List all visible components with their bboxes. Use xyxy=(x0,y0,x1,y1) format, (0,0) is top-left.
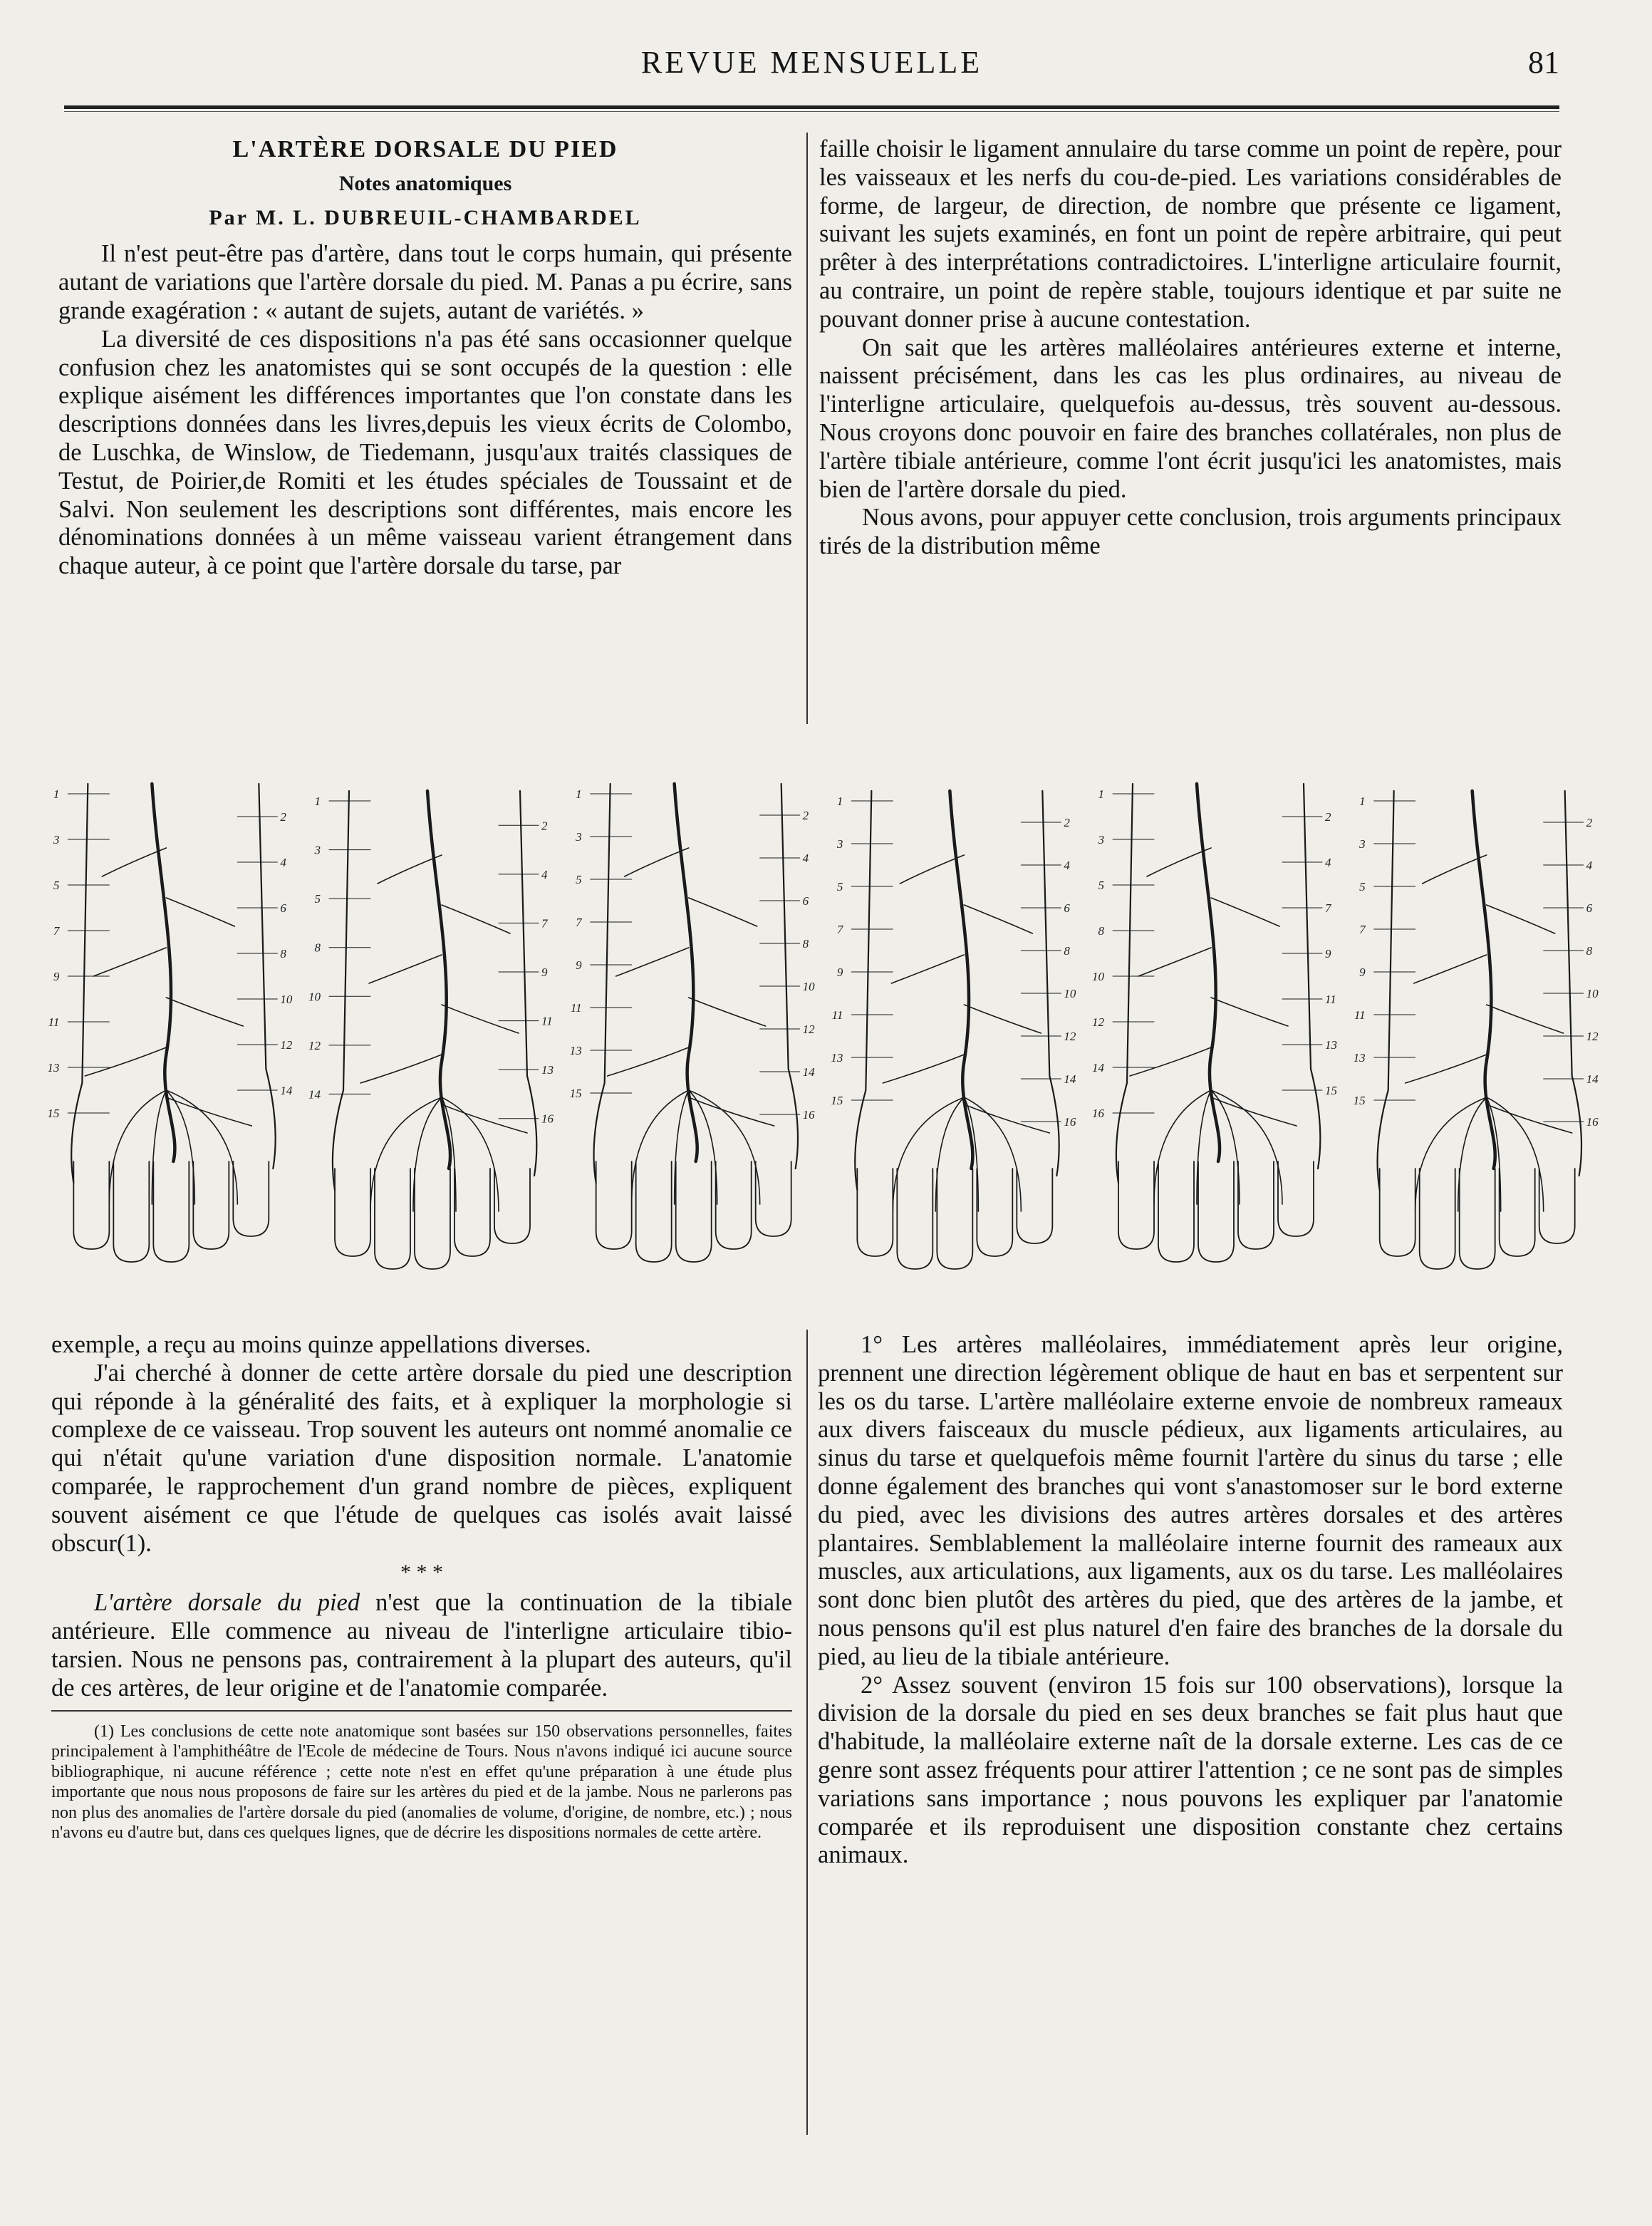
vessel-line xyxy=(1414,955,1487,983)
vessel-line xyxy=(1138,948,1211,976)
footnote: (1) Les conclusions de cette note anatomique sont basées sur 150 observations personnelles, faites principalement à l'amphithéâtre de l'Ecole de médecine de Tours. Nous n'avons indiqué ici aucune source bibliographique, ni aucune référence ; cette note n'est en effet qu'une préparation à une étude plus importante que nous nous proposons de faire sur les artères du pied et de la jambe. Nous ne parlerons pas non plus des anomalies de l'artère dorsale du pied (anomalies de volume, d'origine, de nombre, etc.) ; nous n'avons eu d'autre but, dans ces quelques lignes, que de décrire les dispositions normales de cette artère. xyxy=(51,1722,792,1843)
vessel-line xyxy=(675,1090,689,1204)
vessel-line xyxy=(964,905,1032,933)
figure-label: 3 xyxy=(314,843,321,857)
figure-label: 14 xyxy=(802,1065,815,1079)
vessel-line xyxy=(1406,1055,1487,1083)
vessel-line xyxy=(1118,1161,1154,1249)
figure-label: 1 xyxy=(1359,794,1366,808)
figure-label: 9 xyxy=(576,958,582,972)
vessel-line xyxy=(369,955,442,983)
figure-label: 7 xyxy=(576,916,582,929)
figure-label: 16 xyxy=(802,1108,815,1122)
vessel-line xyxy=(594,784,611,1183)
vessel-line xyxy=(1154,1090,1211,1204)
figure-label: 6 xyxy=(280,901,286,915)
vessel-line xyxy=(935,1097,964,1211)
vessel-line xyxy=(1211,898,1279,926)
figure-label: 9 xyxy=(1359,966,1366,979)
vessel-line xyxy=(900,855,964,884)
vessel-line xyxy=(415,1169,450,1269)
vessel-line xyxy=(1500,1169,1535,1256)
figure-label: 16 xyxy=(1586,1115,1599,1129)
figure-label: 13 xyxy=(47,1061,60,1075)
figure-label: 8 xyxy=(1064,944,1070,958)
vessel-line xyxy=(689,898,757,926)
column-divider xyxy=(806,133,808,724)
figure-label: 3 xyxy=(1098,833,1104,847)
header-rule xyxy=(64,105,1559,109)
paragraph: J'ai cherché à donner de cette artère dorsale du pied une description qui réponde à la généralité des faits, et à expliquer la morphologie si complexe de ce vaisseau. Trop souvent les auteurs ont nommé anomalie ce qui n'était qu'une variation d'une disposition normale. L'anatomie comparée, le rapprochement d'un grand nombre de pièces, expliquent souvent aisément ce que l'étude de quelques cas isolés avait laissé obscur(1). xyxy=(51,1359,792,1557)
vessel-line xyxy=(1042,791,1059,1176)
figure-label: 5 xyxy=(1359,880,1366,894)
vessel-line xyxy=(93,948,166,976)
vessel-line xyxy=(893,1097,964,1211)
vessel-line xyxy=(689,998,766,1026)
article-subtitle: Notes anatomiques xyxy=(338,171,512,195)
paragraph: faille choisir le ligament annulaire du tarse comme un point de repère, pour les vaisseaux et les nerfs du cou-de-pied. Les variations considérables de forme, de largeur, de direction, de nombre que présente ce ligament, suivant les sujets examinés, en font un point de repère arbitraire, qui peut prêter à des interprétations contradictoires. L'interligne articulaire fournit, au contraire, un point de repère stable, toujours identique et par suite ne pouvant donner prise à aucune contestation. xyxy=(819,135,1562,333)
vessel-line xyxy=(1380,1169,1415,1256)
vessel-line xyxy=(1420,1169,1455,1269)
vessel-line xyxy=(1211,998,1288,1026)
vessel-line xyxy=(689,1097,774,1126)
figure-label: 14 xyxy=(280,1084,293,1097)
vessel-line xyxy=(781,784,798,1169)
vessel-line xyxy=(370,1097,442,1211)
figure-label: 1 xyxy=(53,787,60,801)
vessel-line xyxy=(716,1161,752,1249)
article-title: L'ARTÈRE DORSALE DU PIED xyxy=(232,136,618,162)
foot-diagram xyxy=(308,791,554,1269)
figure-label: 3 xyxy=(53,833,60,847)
figure-label: 12 xyxy=(280,1038,293,1052)
figure-label: 9 xyxy=(53,970,60,983)
foot-diagram xyxy=(570,784,815,1262)
figure-label: 12 xyxy=(1586,1030,1599,1043)
column-right-bottom xyxy=(818,1331,1563,1870)
figure-label: 16 xyxy=(1092,1107,1104,1120)
figure-label: 15 xyxy=(831,1094,843,1107)
vessel-line xyxy=(676,1161,712,1262)
vessel-line xyxy=(1487,1005,1564,1033)
figure-label: 5 xyxy=(53,879,60,892)
figure-label: 12 xyxy=(1092,1015,1104,1029)
vessel-line xyxy=(1197,784,1220,1161)
header-rule-thin xyxy=(64,111,1559,112)
figure-label: 8 xyxy=(280,947,286,961)
vessel-line xyxy=(520,791,536,1176)
figure-label: 1 xyxy=(1098,787,1104,801)
figure-label: 6 xyxy=(1586,901,1593,915)
vessel-line xyxy=(113,1161,149,1262)
vessel-line xyxy=(71,784,88,1183)
figure-label: 8 xyxy=(802,937,809,951)
vessel-line xyxy=(1211,1097,1297,1126)
figure-label: 9 xyxy=(541,966,548,979)
figure-label: 1 xyxy=(836,794,843,808)
paragraph xyxy=(51,1589,792,1702)
figure-label: 2 xyxy=(1586,816,1593,829)
figure-label: 4 xyxy=(1325,856,1331,869)
vessel-line xyxy=(1487,905,1555,933)
paragraph: 1° Les artères malléolaires, immédiatement après leur origine, prennent une direction légèrement oblique de haut en bas et serpentent sur les os du tarse. L'artère malléolaire externe envoie de nombreux rameaux aux divers faisceaux du muscle pédieux, aux ligaments articulaires, au sinus du tarse et quelquefois même fournit l'artère du sinus du tarse ; elle donne également des branches qui vont s'anastomoser sur le bord externe du pied, avec les divisions des autres artères dorsales et des artères plantaires. Semblablement la malléolaire interne fournit des rameaux aux muscles, aux articulations, aux ligaments, aux os du tarse. Les malléolaires sont donc bien plutôt des artères du pied, que des artères de la jambe, et nous pensons qu'il est plus naturel d'en faire des branches de la dorsale du pied, au lieu de la tibiale antérieure. xyxy=(818,1331,1563,1670)
figure-label: 5 xyxy=(1098,879,1104,892)
vessel-line xyxy=(166,898,234,926)
vessel-line xyxy=(102,848,166,876)
foot-arteries-figure xyxy=(43,755,1610,1311)
section-stars: * * * xyxy=(400,1560,443,1585)
vessel-line xyxy=(857,1169,893,1256)
vessel-line xyxy=(636,1161,672,1262)
paragraph: exemple, a reçu au moins quinze appellations diverses. xyxy=(51,1331,591,1358)
figure-label: 7 xyxy=(541,916,548,931)
vessel-line xyxy=(109,1090,166,1204)
paragraph: Nous avons, pour appuyer cette conclusion, trois arguments principaux tirés de la distribution même xyxy=(819,504,1562,560)
vessel-line xyxy=(333,791,349,1190)
paragraph-text: n'est que la continuation de la tibiale antérieure. Elle commence au niveau de l'interligne articulaire tibio-tarsien. Nous ne pensons pas, contrairement à la plupart des auteurs, qu'il de ces artères, de leur origine et de l'anatomie comparée. xyxy=(51,1589,793,1702)
vessel-line xyxy=(855,791,871,1190)
figure-label: 11 xyxy=(570,1001,582,1015)
vessel-line xyxy=(375,1169,410,1269)
journal-title: REVUE MENSUELLE xyxy=(640,45,983,80)
vessel-line xyxy=(1458,1097,1487,1211)
paragraph: 2° Assez souvent (environ 15 fois sur 100 observations), lorsque la division de la dorsale du pied en ses deux branches se fait plus haut que d'habitude, la malléolaire externe naît de la dorsale externe. Les cas de ce genre sont assez fréquents pour attirer l'attention ; ce ne sont pas de simples variations sans importance ; nous pouvons les expliquer par l'anatomie comparée et ils reproduisent une disposition constante chez certains animaux. xyxy=(818,1671,1563,1869)
vessel-line xyxy=(616,948,689,976)
figure-label: 10 xyxy=(308,990,321,1004)
vessel-line xyxy=(378,855,442,884)
column-left-bottom xyxy=(51,1331,792,1843)
figure-label: 2 xyxy=(541,819,548,833)
figure-label: 2 xyxy=(1064,816,1070,829)
vessel-line xyxy=(964,1005,1041,1033)
vessel-line xyxy=(360,1055,442,1083)
figure-label: 6 xyxy=(1064,901,1070,915)
vessel-line xyxy=(937,1169,972,1269)
figure-label: 2 xyxy=(280,810,286,824)
figure-label: 3 xyxy=(836,837,843,851)
vessel-line xyxy=(152,784,175,1161)
figure-label: 14 xyxy=(1064,1072,1076,1086)
column-right-top xyxy=(819,135,1562,561)
figure-label: 5 xyxy=(836,880,843,894)
vessel-line xyxy=(756,1161,791,1236)
figure-label: 14 xyxy=(308,1087,321,1102)
vessel-line xyxy=(1415,1097,1487,1211)
vessel-line xyxy=(73,1161,109,1249)
vessel-line xyxy=(166,998,243,1026)
figure-label: 13 xyxy=(541,1063,554,1077)
vessel-line xyxy=(233,1161,269,1236)
figure-label: 2 xyxy=(802,809,809,822)
figure-label: 10 xyxy=(280,993,293,1006)
figure-label: 8 xyxy=(1098,924,1104,938)
vessel-line xyxy=(1238,1161,1274,1249)
figure-label: 15 xyxy=(1353,1094,1366,1107)
vessel-line xyxy=(1158,1161,1194,1262)
vessel-line xyxy=(883,1055,964,1083)
vessel-line xyxy=(152,1090,166,1204)
vessel-line xyxy=(1211,1090,1240,1204)
figure-label: 10 xyxy=(802,980,815,993)
figure-label: 14 xyxy=(1092,1061,1104,1075)
vessel-line xyxy=(675,784,697,1161)
figure-label: 9 xyxy=(1325,947,1331,961)
figure-label: 4 xyxy=(541,867,548,881)
page-number: 81 xyxy=(1528,45,1559,80)
paragraph: Il n'est peut-être pas d'artère, dans tout le corps humain, qui présente autant de variations que l'artère dorsale du pied. M. Panas a pu écrire, sans grande exagération : « autant de sujets, autant de variétés. » xyxy=(58,240,792,324)
figure-label: 16 xyxy=(541,1112,554,1126)
figure-label: 4 xyxy=(1064,859,1070,872)
figure-label: 7 xyxy=(1359,923,1366,936)
figure-label: 14 xyxy=(1586,1072,1599,1086)
paragraph: On sait que les artères malléolaires antérieures externe et interne, naissent précisément, dans les cas les plus ordinaires, au niveau de l'interligne articulaire, quelquefois au-dessus, très souvent au-dessous. Nous croyons donc pouvoir en faire des branches collatérales, non plus de l'artère tibiale antérieure, comme l'ont écrit jusqu'ici les anatomistes, mais bien de l'artère dorsale du pied. xyxy=(819,333,1562,503)
vessel-line xyxy=(1423,855,1487,884)
vessel-line xyxy=(1278,1161,1314,1236)
vessel-line xyxy=(442,1005,519,1033)
vessel-line xyxy=(166,1097,251,1126)
figure-label: 13 xyxy=(1353,1051,1366,1065)
vessel-line xyxy=(632,1090,689,1204)
vessel-line xyxy=(454,1169,490,1256)
vessel-line xyxy=(1565,791,1581,1176)
vessel-line xyxy=(1130,1047,1211,1076)
vessel-line xyxy=(153,1161,189,1262)
article-author: Par M. L. DUBREUIL-CHAMBARDEL xyxy=(209,205,642,229)
figure-label: 11 xyxy=(1354,1008,1366,1022)
foot-diagram xyxy=(47,784,293,1262)
foot-diagram xyxy=(1354,791,1599,1269)
figure-label: 10 xyxy=(1092,970,1104,983)
figure-canvas xyxy=(43,755,1610,1311)
figure-label: 5 xyxy=(314,892,321,906)
vessel-line xyxy=(689,1090,760,1204)
vessel-line xyxy=(964,1104,1049,1133)
vessel-line xyxy=(689,1090,717,1204)
figure-label: 9 xyxy=(836,966,843,979)
footnote-rule xyxy=(51,1710,792,1712)
figure-label: 3 xyxy=(576,830,582,844)
figure-label: 11 xyxy=(831,1008,843,1022)
figure-label: 2 xyxy=(1325,810,1331,824)
figure-label: 15 xyxy=(47,1107,60,1120)
figure-label: 12 xyxy=(1064,1030,1076,1043)
figure-label: 13 xyxy=(569,1044,582,1057)
figure-label: 11 xyxy=(48,1015,60,1029)
foot-diagram xyxy=(831,791,1076,1269)
figure-label: 5 xyxy=(576,873,582,886)
figure-label: 8 xyxy=(314,941,321,955)
figure-label: 7 xyxy=(1325,901,1331,915)
vessel-line xyxy=(442,905,510,933)
figure-label: 1 xyxy=(576,787,582,801)
vessel-line xyxy=(413,1097,442,1211)
column-left-top xyxy=(58,135,792,581)
vessel-line xyxy=(1017,1169,1052,1243)
vessel-line xyxy=(259,784,275,1169)
vessel-line xyxy=(625,848,689,876)
vessel-line xyxy=(1378,791,1394,1190)
vessel-line xyxy=(1211,1090,1282,1204)
figure-label: 10 xyxy=(1586,987,1599,1000)
figure-label: 1 xyxy=(314,794,321,808)
vessel-line xyxy=(193,1161,229,1249)
vessel-line xyxy=(1304,784,1320,1169)
figure-label: 11 xyxy=(1325,993,1336,1006)
vessel-line xyxy=(891,955,964,983)
figure-label: 6 xyxy=(802,894,809,908)
paragraph: La diversité de ces dispositions n'a pas été sans occasionner quelque confusion chez les anatomistes qui se sont occupés de la question : elle explique aisément les différences importantes que l'on constate dans les descriptions données dans les livres,depuis les vieux écrits de Colombo, de Luschka, de Winslow, de Tiedemann, jusqu'aux traités classiques de Testut, de Poirier,de Romiti et les études spéciales de Toussaint et de Salvi. Non seulement les descriptions sont différentes, mais encore les dénominations données à un même vaisseau varient étrangement dans chaque auteur, à ce point que l'artère dorsale du tarse, par xyxy=(58,325,792,580)
vessel-line xyxy=(494,1169,530,1243)
figure-label: 8 xyxy=(1586,944,1593,958)
vessel-line xyxy=(1116,784,1133,1183)
running-head xyxy=(64,44,1559,94)
vessel-line xyxy=(1487,1104,1572,1133)
foot-diagram xyxy=(1092,784,1337,1262)
figure-label: 12 xyxy=(802,1023,815,1036)
figure-label: 7 xyxy=(53,924,60,938)
figure-label: 7 xyxy=(836,923,843,936)
vessel-line xyxy=(85,1047,166,1076)
figure-label: 15 xyxy=(569,1087,582,1100)
figure-label: 12 xyxy=(308,1038,321,1052)
figure-label: 4 xyxy=(802,851,809,865)
vessel-line xyxy=(335,1169,370,1256)
vessel-line xyxy=(166,1090,194,1204)
figure-label: 13 xyxy=(831,1051,843,1065)
vessel-line xyxy=(1198,1161,1234,1262)
figure-label: 4 xyxy=(1586,859,1593,872)
vessel-line xyxy=(1539,1169,1575,1243)
figure-label: 3 xyxy=(1359,837,1366,851)
vessel-line xyxy=(608,1047,689,1076)
figure-label: 4 xyxy=(280,856,286,869)
figure-label: 16 xyxy=(1064,1115,1076,1129)
figure-label: 13 xyxy=(1325,1038,1337,1052)
italic-lead: L'artère dorsale du pied xyxy=(94,1589,360,1617)
vessel-line xyxy=(166,1090,237,1204)
vessel-line xyxy=(1460,1169,1495,1269)
vessel-line xyxy=(1197,1090,1211,1204)
figure-label: 15 xyxy=(1325,1084,1337,1097)
column-divider xyxy=(806,1330,808,2135)
vessel-line xyxy=(1147,848,1211,876)
figure-label: 10 xyxy=(1064,987,1076,1000)
figure-label: 11 xyxy=(541,1014,553,1028)
vessel-line xyxy=(596,1161,632,1249)
vessel-line xyxy=(897,1169,933,1269)
vessel-line xyxy=(977,1169,1012,1256)
